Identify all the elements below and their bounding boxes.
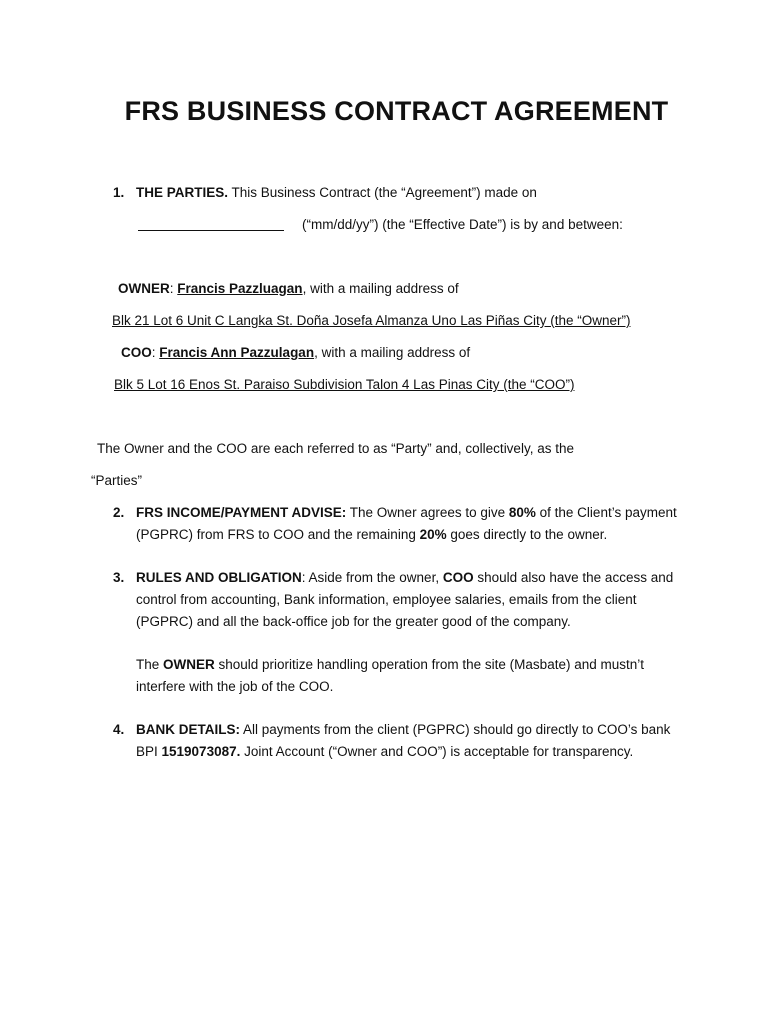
owner-percentage: 20% — [419, 527, 447, 542]
section-3-number: 3. — [113, 570, 125, 585]
section-2-text-c: (PGPRC) from FRS to COO and the remaining — [136, 527, 420, 542]
owner-label: OWNER — [118, 281, 170, 296]
owner-mailing: , with a mailing address of — [302, 281, 459, 296]
section-1-line-1 — [136, 184, 537, 202]
section-3-paragraph-2-line-1 — [136, 656, 644, 674]
owner-line: OWNER: Francis Pazzluagan, with a mailing address of — [118, 281, 459, 296]
section-2-text-a: The Owner agrees to give — [346, 505, 509, 520]
section-4-line-2 — [136, 743, 633, 761]
section-1-intro: This Business Contract (the “Agreement”) made on — [228, 185, 537, 200]
coo-address: Blk 5 Lot 16 Enos St. Paraiso Subdivision Talon 4 Las Pinas City (the “COO”) — [114, 377, 575, 392]
section-4-line-1 — [136, 721, 670, 739]
section-1-heading: THE PARTIES. — [136, 185, 229, 200]
owner-address: Blk 21 Lot 6 Unit C Langka St. Doña Josefa Almanza Uno Las Piñas City (the “Owner”) — [112, 313, 631, 328]
section-4-text-a: All payments from the client (PGPRC) should go directly to COO’s bank — [240, 722, 671, 737]
section-4-heading: BANK DETAILS: — [136, 722, 240, 737]
section-4-number: 4. — [113, 722, 125, 737]
coo-mailing: , with a mailing address of — [314, 345, 471, 360]
section-2-line-2 — [136, 526, 607, 544]
section-4-text-b: BPI — [136, 744, 162, 759]
section-3-text-b: should also have the access and — [473, 570, 674, 585]
effective-date-text: (“mm/dd/yy”) (the “Effective Date”) is by and between: — [302, 217, 623, 232]
section-3-heading: RULES AND OBLIGATION — [136, 570, 302, 585]
section-2-number: 2. — [113, 505, 125, 520]
section-3-owner-word: OWNER — [163, 657, 215, 672]
section-3-line-1 — [136, 569, 673, 587]
section-3-line-2: control from accounting, Bank information, employee salaries, emails from the client — [136, 592, 637, 607]
section-3-text-a: : Aside from the owner, — [301, 570, 443, 585]
section-3-coo-word: COO — [442, 570, 474, 585]
section-2-text-b: of the Client’s payment — [535, 505, 677, 520]
section-3-paragraph-2-line-2: interfere with the job of the COO. — [136, 679, 334, 694]
bank-account-number: 1519073087. — [161, 744, 241, 759]
parties-note-line-1: The Owner and the COO are each referred to as “Party” and, collectively, as the — [97, 441, 574, 456]
coo-name: Francis Ann Pazzulagan — [159, 345, 315, 360]
section-3-p2-a: The — [136, 657, 164, 672]
owner-name: Francis Pazzluagan — [177, 281, 303, 296]
section-3-line-3: (PGPRC) and all the back-office job for the greater good of the company. — [136, 614, 571, 629]
document-title: FRS BUSINESS CONTRACT AGREEMENT — [124, 96, 669, 126]
section-3-p2-b: should prioritize handling operation from the site (Masbate) and mustn’t — [214, 657, 644, 672]
effective-date-blank — [138, 230, 284, 231]
section-2-line-1 — [136, 504, 677, 522]
section-4-text-c: Joint Account (“Owner and COO”) is acceptable for transparency. — [240, 744, 634, 759]
parties-note-line-2: “Parties” — [91, 473, 143, 488]
coo-percentage: 80% — [508, 505, 536, 520]
section-2-heading: FRS INCOME/PAYMENT ADVISE: — [136, 505, 347, 520]
section-2-text-d: goes directly to the owner. — [446, 527, 608, 542]
coo-line: COO: Francis Ann Pazzulagan, with a mailing address of — [121, 345, 471, 360]
coo-label: COO — [121, 345, 152, 360]
section-1-number: 1. — [113, 185, 125, 200]
